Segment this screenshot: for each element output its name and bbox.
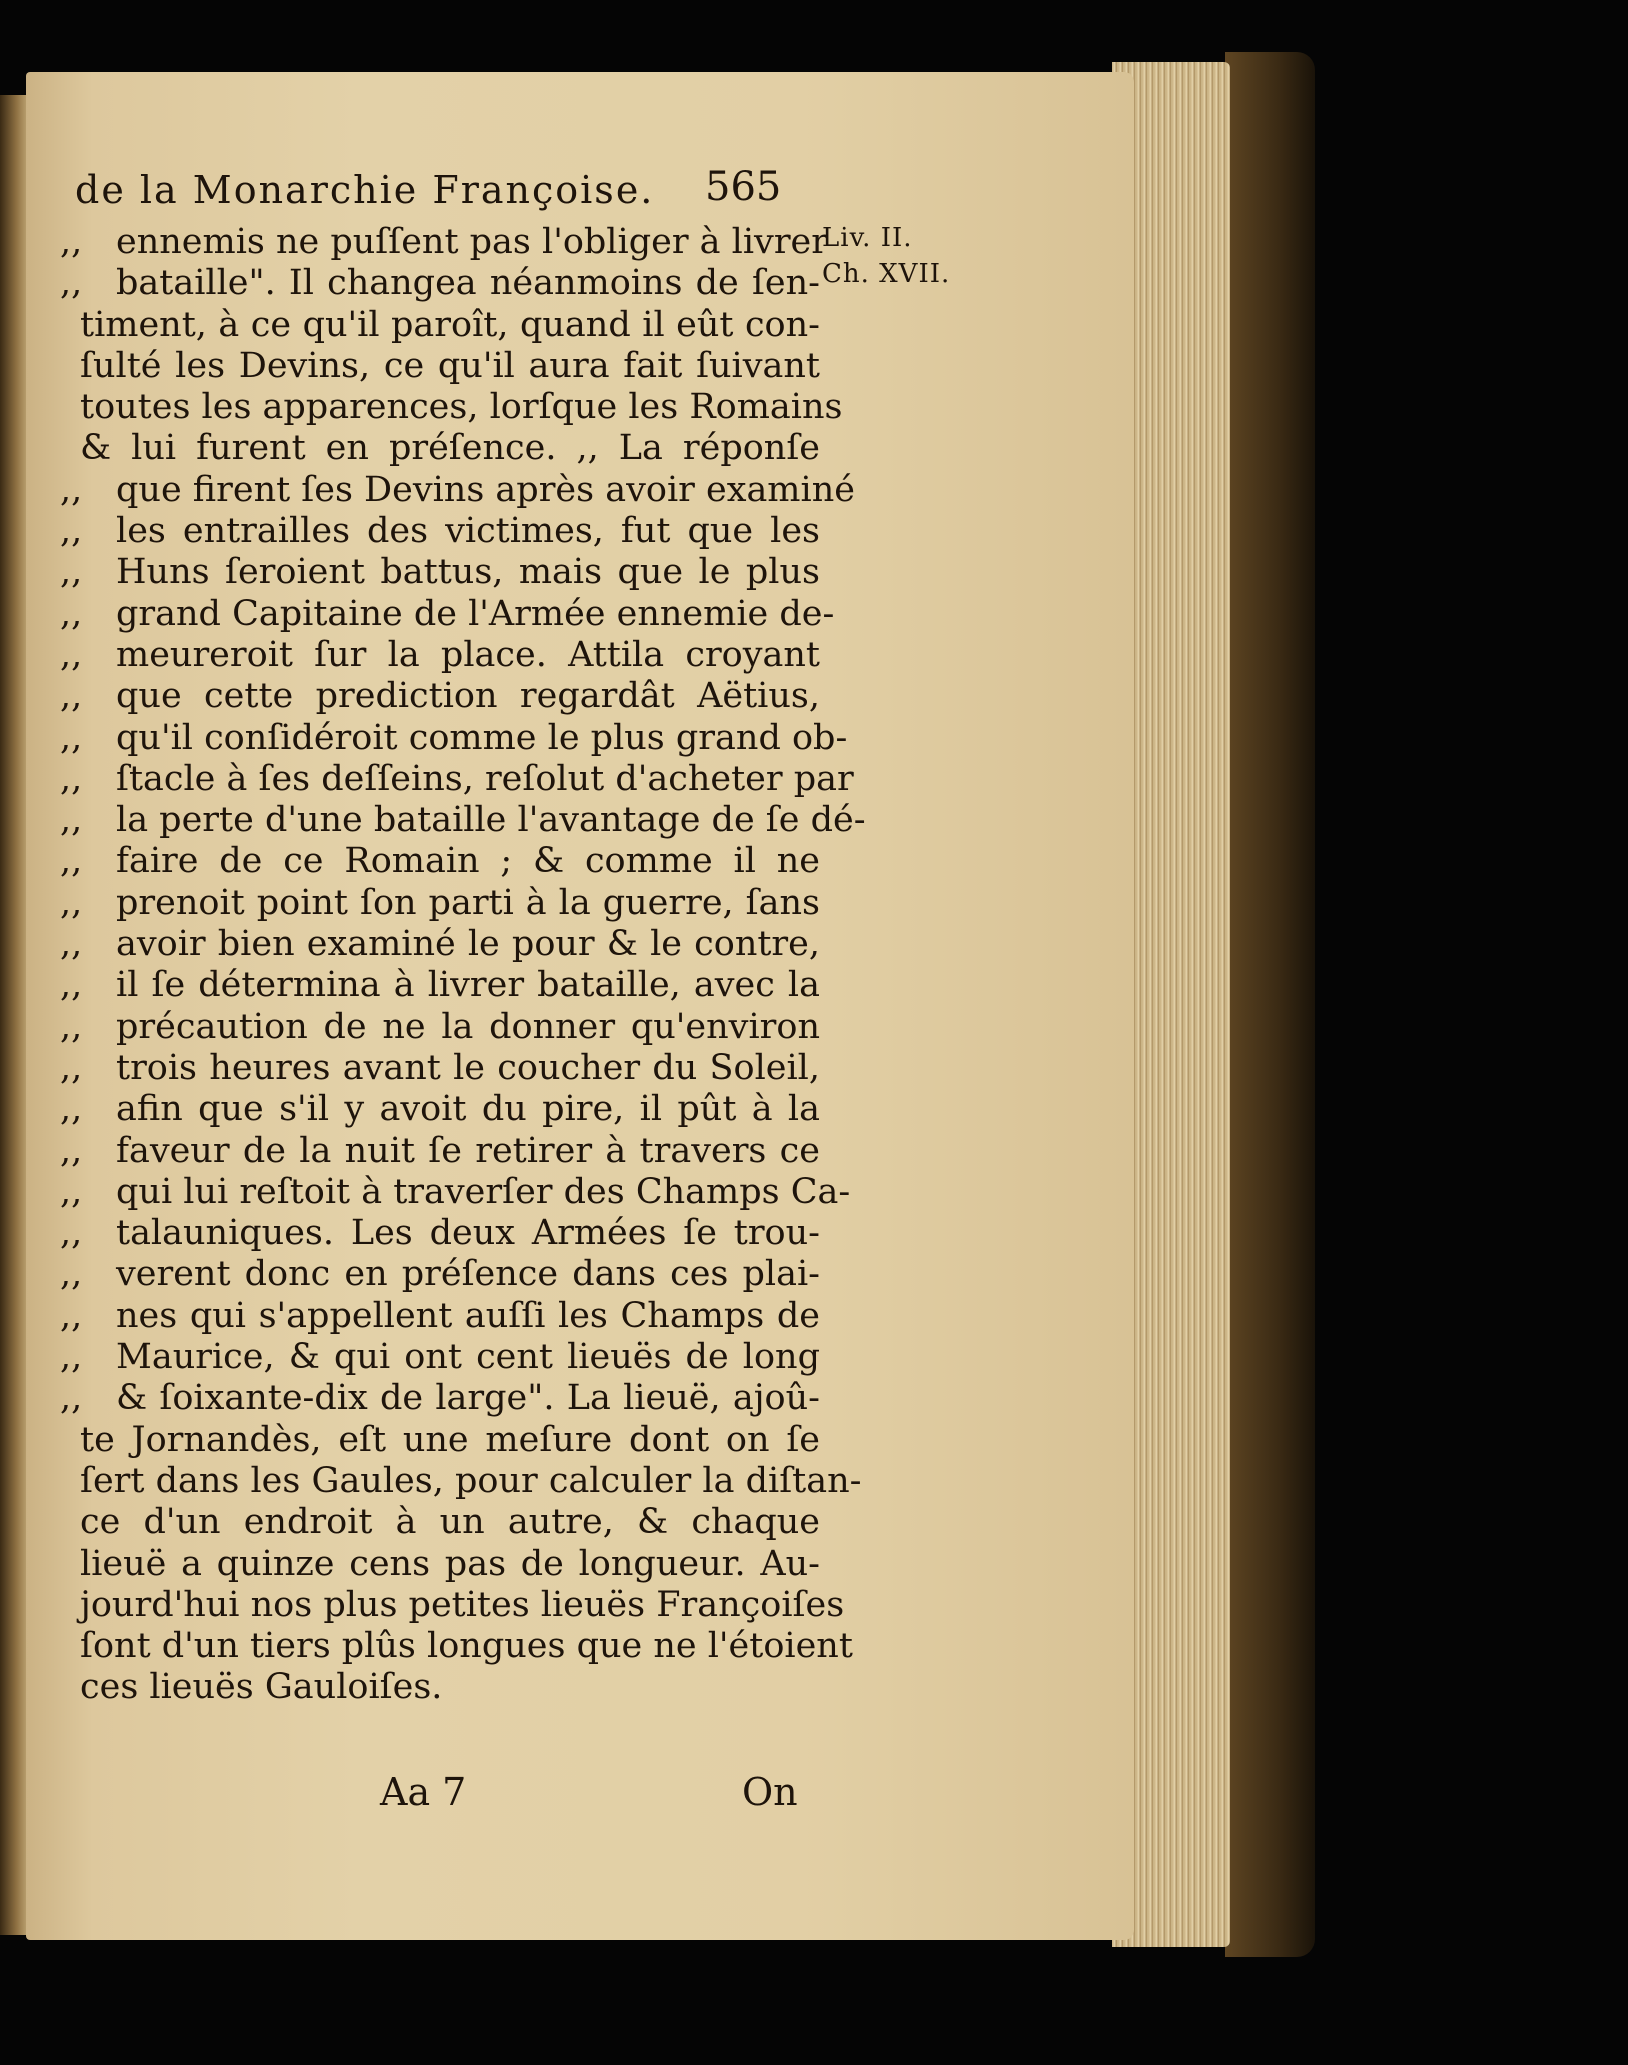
text-line <box>60 1171 851 1213</box>
line-text: ſulté les Devins, ce qu'il aura fait ſuivant <box>80 345 820 386</box>
quote-mark: ,, <box>60 758 83 799</box>
text-line <box>60 1460 862 1502</box>
running-title: de la Monarchie Françoise. <box>75 168 655 212</box>
line-text: ſert dans les Gaules, pour calculer la diſtan- <box>80 1460 862 1501</box>
line-text: bataille". Il changea néanmoins de ſen- <box>116 263 820 304</box>
text-line <box>60 1337 820 1378</box>
quote-mark: ,, <box>60 1337 83 1378</box>
line-text: il ſe détermina à livrer bataille, avec la <box>116 965 820 1006</box>
text-line <box>60 758 854 800</box>
line-text: ennemis ne puſſent pas l'obliger à livrer <box>116 222 828 262</box>
quote-mark: ,, <box>60 965 83 1006</box>
body-text <box>60 222 866 1709</box>
quote-mark: ,, <box>60 1213 83 1254</box>
text-line <box>60 1296 820 1337</box>
text-line <box>60 676 820 717</box>
text-line <box>60 1131 820 1172</box>
text-line <box>60 593 835 635</box>
line-text: Maurice, & qui ont cent lieuës de long <box>116 1337 820 1378</box>
text-line <box>60 965 820 1006</box>
line-text: faire de ce Romain ; & comme il ne <box>116 841 820 882</box>
line-text: & lui furent en préſence. ,, La réponſe <box>80 428 820 469</box>
line-text: meureroit ſur la place. Attila croyant <box>116 634 820 675</box>
line-text: précaution de ne la donner qu'environ <box>116 1006 820 1047</box>
text-line <box>60 469 855 511</box>
quote-mark: ,, <box>60 511 83 552</box>
text-line <box>60 1378 820 1419</box>
quote-mark: ,, <box>60 1295 83 1336</box>
quote-mark: ,, <box>60 924 83 965</box>
margin-note <box>822 220 950 292</box>
line-text: ce d'un endroit à un autre, & chaque <box>80 1502 820 1543</box>
quote-mark: ,, <box>60 552 83 593</box>
quote-mark: ,, <box>60 469 83 510</box>
text-line <box>60 552 820 593</box>
text-line <box>60 1089 820 1130</box>
line-text: lieuë a quinze cens pas de longueur. Au- <box>80 1543 820 1584</box>
line-text: toutes les apparences, lorſque les Romains <box>80 387 843 428</box>
text-line <box>60 841 820 882</box>
text-line <box>60 1502 820 1543</box>
text-line <box>60 717 848 759</box>
margin-chapter: Ch. XVII. <box>822 259 951 289</box>
line-text: ſont d'un tiers plûs longues que ne l'étoient <box>80 1626 853 1667</box>
quote-mark: ,, <box>60 1047 83 1088</box>
text-line <box>60 428 820 469</box>
line-text: & ſoixante-dix de large". La lieuë, ajoû- <box>116 1378 820 1419</box>
signature-mark: Aa 7 <box>380 1770 467 1814</box>
text-line <box>60 1626 853 1667</box>
line-text: nes qui s'appellent auſſi les Champs de <box>116 1295 820 1336</box>
quote-mark: ,, <box>60 222 83 262</box>
line-text: verent donc en préſence dans ces plai- <box>116 1254 820 1295</box>
text-line <box>60 924 820 965</box>
line-text: trois heures avant le coucher du Soleil, <box>116 1047 820 1088</box>
text-line <box>60 222 828 263</box>
line-text: avoir bien examiné le pour & le contre, <box>116 924 820 965</box>
quote-mark: ,, <box>60 1130 83 1171</box>
margin-book: Liv. II. <box>822 223 913 253</box>
line-text: jourd'hui nos plus petites lieuës Françoiſes <box>80 1584 845 1625</box>
line-text: ſtacle à ſes deſſeins, reſolut d'acheter par <box>116 758 854 799</box>
line-text: qui lui reſtoit à traverſer des Champs Ca- <box>116 1171 851 1212</box>
text-line <box>60 1544 820 1585</box>
text-line <box>60 883 820 924</box>
line-text: les entrailles des victimes, fut que les <box>116 511 820 552</box>
text-line <box>60 1584 845 1626</box>
line-text: talauniques. Les deux Armées ſe trou- <box>116 1213 820 1254</box>
quote-mark: ,, <box>60 1171 83 1212</box>
quote-mark: ,, <box>60 634 83 675</box>
text-line <box>60 346 820 387</box>
catchword: On <box>742 1770 798 1814</box>
quote-mark: ,, <box>60 1378 83 1419</box>
text-line <box>60 1420 820 1461</box>
line-text: te Jornandès, eſt une meſure dont on ſe <box>80 1419 820 1460</box>
quote-mark: ,, <box>60 593 83 634</box>
text-line <box>60 1667 820 1708</box>
text-line <box>60 511 820 552</box>
text-line <box>60 1254 820 1295</box>
text-line <box>60 305 820 346</box>
quote-mark: ,, <box>60 841 83 882</box>
line-text: prenoit point ſon parti à la guerre, ſans <box>116 882 820 923</box>
line-text: qu'il conſidéroit comme le plus grand ob- <box>116 717 848 758</box>
text-line <box>60 1048 820 1089</box>
running-header <box>75 164 835 212</box>
line-text: timent, à ce qu'il paroît, quand il eût con- <box>80 304 820 345</box>
line-text: que firent ſes Devins après avoir examiné <box>116 469 855 510</box>
text-line <box>60 1007 820 1048</box>
line-text: Huns ſeroient battus, mais que le plus <box>116 552 820 593</box>
text-line <box>60 635 820 676</box>
line-text: ces lieuës Gauloiſes. <box>80 1667 443 1708</box>
quote-mark: ,, <box>60 1089 83 1130</box>
quote-mark: ,, <box>60 882 83 923</box>
text-line <box>60 1213 820 1254</box>
quote-mark: ,, <box>60 676 83 717</box>
quote-mark: ,, <box>60 800 83 841</box>
text-line <box>60 800 866 841</box>
line-text: faveur de la nuit ſe retirer à travers ce <box>116 1130 820 1171</box>
line-text: que cette prediction regardât Aëtius, <box>116 676 820 717</box>
line-text: grand Capitaine de l'Armée ennemie de- <box>116 593 835 634</box>
quote-mark: ,, <box>60 1006 83 1047</box>
page-number: 565 <box>705 164 782 210</box>
quote-mark: ,, <box>60 1254 83 1295</box>
line-text: afin que s'il y avoit du pire, il pût à la <box>116 1089 820 1130</box>
text-line <box>60 263 820 304</box>
book-cover-edge <box>1225 52 1315 1957</box>
line-text: la perte d'une bataille l'avantage de ſe dé- <box>116 800 866 841</box>
quote-mark: ,, <box>60 263 83 304</box>
text-line <box>60 387 843 428</box>
quote-mark: ,, <box>60 717 83 758</box>
